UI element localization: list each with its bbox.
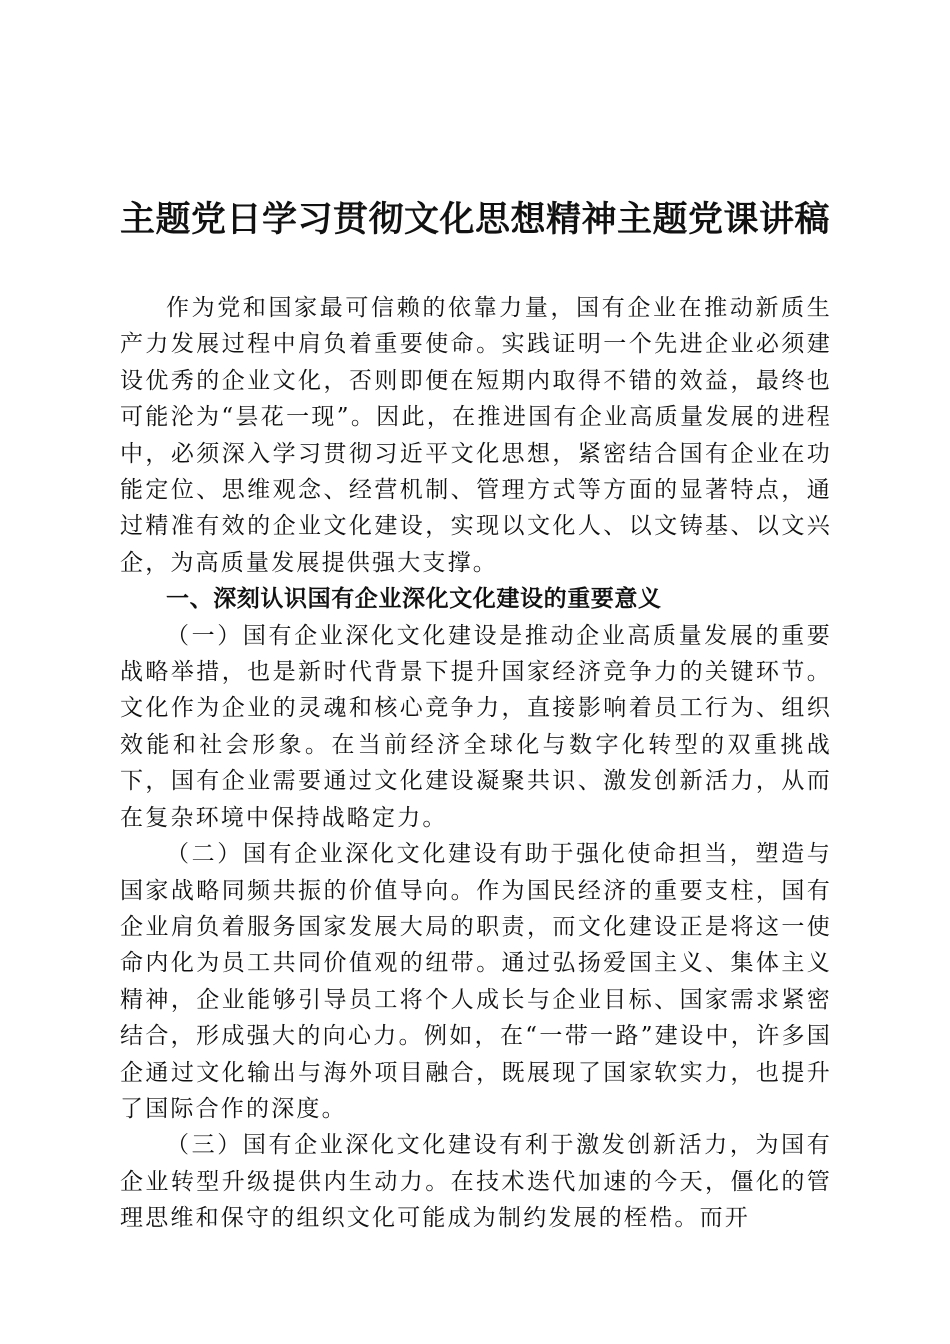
paragraph-point-1: （一）国有企业深化文化建设是推动企业高质量发展的重要战略举措，也是新时代背景下提升国家经济竞争力的关键环节。文化作为企业的灵魂和核心竞争力，直接影响着员工行为、组织效能和社会形象。在当前经济全球化与数字化转型的双重挑战下，国有企业需要通过文化建设凝聚共识、激发创新活力，从而在复杂环境中保持战略定力。: [120, 622, 832, 831]
paragraph-point-2: （二）国有企业深化文化建设有助于强化使命担当，塑造与国家战略同频共振的价值导向。作为国民经济的重要支柱，国有企业肩负着服务国家发展大局的职责，而文化建设正是将这一使命内化为员工共同价值观的纽带。通过弘扬爱国主义、集体主义精神，企业能够引导员工将个人成长与企业目标、国家需求紧密结合，形成强大的向心力。例如，在“一带一路”建设中，许多国企通过文化输出与海外项目融合，既展现了国家软实力，也提升了国际合作的深度。: [120, 841, 832, 1122]
intro-paragraph: 作为党和国家最可信赖的依靠力量，国有企业在推动新质生产力发展过程中肩负着重要使命。实践证明一个先进企业必须建设优秀的企业文化，否则即便在短期内取得不错的效益，最终也可能沦为“昙花一现”。因此，在推进国有企业高质量发展的进程中，必须深入学习贯彻习近平文化思想，紧密结合国有企业在功能定位、思维观念、经营机制、管理方式等方面的显著特点，通过精准有效的企业文化建设，实现以文化人、以文铸基、以文兴企，为高质量发展提供强大支撑。: [120, 295, 832, 576]
section-heading: 一、深刻认识国有企业深化文化建设的重要意义: [166, 586, 662, 613]
document-body: [120, 290, 832, 1237]
paragraph-point-3: （三）国有企业深化文化建设有利于激发创新活力，为国有企业转型升级提供内生动力。在技术迭代加速的今天，僵化的管理思维和保守的组织文化可能成为制约发展的桎梏。而开: [120, 1132, 832, 1232]
document-title: 主题党日学习贯彻文化思想精神主题党课讲稿: [119, 199, 830, 240]
